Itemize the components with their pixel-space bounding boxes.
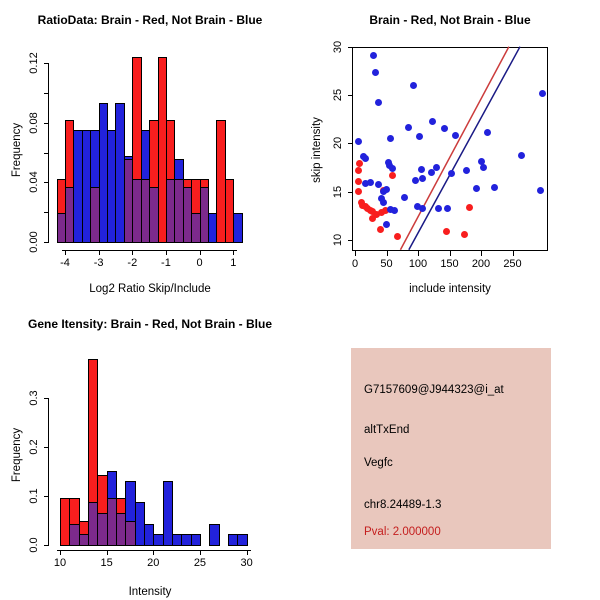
y-tick-label: 0.1 [28,488,40,504]
x-tick-label: -1 [161,257,171,269]
x-axis-tick [166,250,167,255]
scatter-point-blue [463,167,470,174]
scatter-ylabel: skip intensity [311,117,323,183]
info-pval-text: Pval: 2.000000 [364,526,441,538]
x-tick-label: -3 [93,257,104,269]
y-tick-label: 0.00 [28,231,40,253]
scatter-point-blue [375,181,382,188]
scatter-point-blue [539,90,546,97]
scatter-point-blue [518,152,525,159]
y-axis-tick [44,447,48,448]
y-tick-label: 15 [332,185,344,198]
x-axis-tick [153,550,154,555]
y-axis-tick [44,212,48,213]
y-axis-tick [44,496,48,497]
y-axis-tick [44,93,48,94]
x-tick-label: 200 [471,258,491,270]
x-tick-label: 0 [196,257,203,269]
y-tick-label: 0.3 [28,390,40,406]
x-axis-tick [233,250,234,255]
hist-bar-blue [237,534,247,546]
scatter-point-blue [429,118,436,125]
y-axis-tick [44,398,48,399]
info-text-line: G7157609@J944323@i_at [364,384,504,396]
x-tick-label: 15 [100,557,113,569]
hist-bar-blue [174,159,183,181]
y-tick-label: 30 [332,40,344,53]
y-axis-tick [44,182,48,183]
hist-bar-blue [191,534,201,546]
x-tick-label: -2 [127,257,138,269]
y-axis-tick [44,242,48,243]
y-tick-label: 25 [332,88,344,102]
x-tick-label: 150 [440,258,459,270]
y-axis-tick [44,545,48,546]
y-tick-label: 0.2 [28,439,40,455]
y-tick-label: 20 [332,137,344,150]
panel-ratio-histogram [0,0,300,300]
scatter-point-blue [435,205,442,212]
y-tick-label: 10 [332,233,344,247]
scatter-point-blue [448,170,455,177]
scatter-point-blue [355,138,362,145]
scatter-point-blue [419,205,426,212]
hist-bar-blue [107,471,117,500]
scatter-point-red [355,178,362,185]
x-tick-label: 50 [380,258,393,270]
y-axis-tick [44,123,48,124]
info-text-line: altTxEnd [364,424,410,436]
y-tick-label: 0.12 [28,52,40,74]
y-axis-tick [44,63,48,64]
scatter-point-red [466,204,473,211]
panel-gene-histogram [0,300,300,600]
scatter-point-blue [412,177,419,184]
x-axis-line [62,250,237,251]
ratio-histogram-xlabel: Log2 Ratio Skip/Include [89,283,211,295]
scatter-point-blue [391,207,398,214]
gene-histogram-title: Gene Itensity: Brain - Red, Not Brain - Blue [27,317,273,331]
x-axis-tick [65,250,66,255]
notbrain-fit-line [409,47,520,250]
x-axis-tick [60,550,61,555]
scatter-title: Brain - Red, Not Brain - Blue [369,13,531,27]
x-axis-tick [200,250,201,255]
scatter-xlabel: include intensity [409,283,491,295]
scatter-point-red [355,188,362,195]
scatter-point-blue [419,175,426,182]
hist-bar-red [200,179,209,187]
info-text-line: Vegfc [364,457,393,469]
x-axis-tick [247,550,248,555]
fit-lines [300,0,600,300]
scatter-point-blue [367,179,374,186]
scatter-point-blue [410,82,417,89]
y-tick-label: 0.04 [28,171,40,194]
info-background-rect [351,348,551,549]
scatter-point-red [461,231,468,238]
scatter-point-red [377,226,384,233]
panel-info [300,300,600,600]
x-axis-tick [132,250,133,255]
ratio-histogram-title: RatioData: Brain - Red, Not Brain - Blue [37,13,263,27]
x-tick-label: 10 [53,557,67,569]
scatter-point-blue [387,135,394,142]
y-axis-line [48,63,49,243]
x-tick-label: 250 [503,258,522,270]
scatter-point-blue [444,205,451,212]
scatter-point-blue [370,52,377,59]
panel-scatter [300,0,600,300]
ratio-histogram-ylabel: Frequency [11,122,23,178]
y-tick-label: 0.08 [28,112,40,134]
info-text-line: chr8.24489-1.3 [364,499,442,511]
x-tick-label: 25 [193,557,207,569]
y-axis-line [48,398,49,546]
hist-bar-blue [209,524,219,546]
x-axis-tick [200,550,201,555]
gene-histogram-xlabel: Intensity [128,586,172,598]
y-tick-label: 0.0 [28,537,40,553]
x-axis-tick [107,550,108,555]
scatter-point-blue [484,129,491,136]
x-axis-tick [99,250,100,255]
x-tick-label: 30 [240,557,253,569]
hist-bar-blue [233,213,242,243]
scatter-point-blue [416,133,423,140]
brain-fit-line [400,47,508,250]
x-tick-label: 20 [147,557,160,569]
gene-histogram-ylabel: Frequency [11,427,23,483]
y-axis-tick [44,153,48,154]
x-tick-label: 0 [351,258,359,270]
x-tick-label: 1 [230,257,237,269]
x-tick-label: 100 [408,258,428,270]
x-tick-label: -4 [60,257,70,269]
